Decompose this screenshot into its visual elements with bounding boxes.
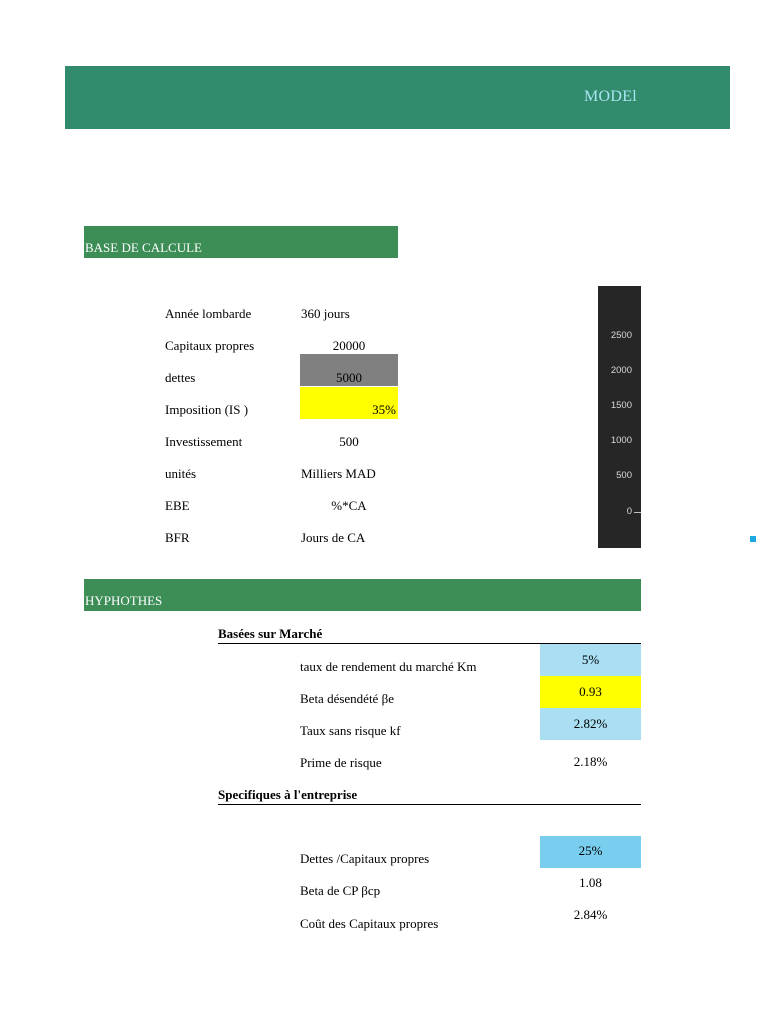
x-axis-line [634, 512, 641, 513]
value-dettes[interactable]: 5000 [336, 370, 362, 385]
y-tick-label: 500 [616, 470, 632, 481]
value-taux-rendement-marche[interactable]: 5% [540, 644, 641, 676]
label-beta-cp: Beta de CP βcp [300, 883, 381, 898]
label-capitaux-propres: Capitaux propres [165, 338, 255, 353]
value-beta-desendete[interactable]: 0.93 [540, 676, 641, 708]
label-taux-rendement-marche: taux de rendement du marché Km [300, 659, 477, 674]
value-investissement[interactable]: 500 [339, 434, 359, 449]
value-unites[interactable]: Milliers MAD [301, 466, 376, 481]
label-dettes: dettes [165, 370, 196, 385]
hypotheses-section-header: HYPHOTHES [84, 579, 641, 611]
label-unites: unités [165, 466, 197, 481]
y-tick-label: 2000 [610, 365, 632, 376]
label-annee-lombarde: Année lombarde [165, 306, 252, 321]
value-prime-de-risque[interactable]: 2.18% [573, 754, 608, 769]
label-imposition: Imposition (IS ) [165, 402, 249, 417]
y-tick-label: 0 [626, 506, 632, 517]
value-bfr[interactable]: Jours de CA [301, 530, 366, 545]
value-cout-capitaux-propres[interactable]: 2.84% [573, 907, 608, 922]
label-ebe: EBE [165, 498, 190, 513]
label-investissement: Investissement [165, 434, 243, 449]
page-title: MODEl [584, 88, 638, 105]
base-section-header: BASE DE CALCULE [84, 226, 398, 258]
value-dettes-capitaux-propres[interactable]: 25% [540, 836, 641, 868]
label-dettes-capitaux-propres: Dettes /Capitaux propres [300, 851, 430, 866]
value-ebe[interactable]: %*CA [331, 498, 367, 513]
label-cout-capitaux-propres: Coût des Capitaux propres [300, 916, 439, 931]
y-tick-label: 1000 [610, 435, 632, 446]
value-taux-sans-risque[interactable]: 2.82% [540, 708, 641, 740]
selection-handle[interactable] [750, 536, 756, 542]
label-taux-sans-risque: Taux sans risque kf [300, 723, 401, 738]
value-capitaux-propres[interactable]: 20000 [332, 338, 366, 353]
y-tick-label: 2500 [610, 330, 632, 341]
specific-subheader: Specifiques à l'entreprise [218, 787, 641, 805]
chart-panel[interactable] [598, 286, 641, 548]
label-prime-de-risque: Prime de risque [300, 755, 382, 770]
value-imposition[interactable]: 35% [372, 402, 396, 417]
y-tick-label: 1500 [610, 400, 632, 411]
label-bfr: BFR [165, 530, 190, 545]
value-annee-lombarde[interactable]: 360 jours [301, 306, 350, 321]
value-beta-cp[interactable]: 1.08 [579, 875, 602, 890]
label-beta-desendete: Beta désendété βe [300, 691, 394, 706]
market-subheader: Basées sur Marché [218, 626, 641, 644]
